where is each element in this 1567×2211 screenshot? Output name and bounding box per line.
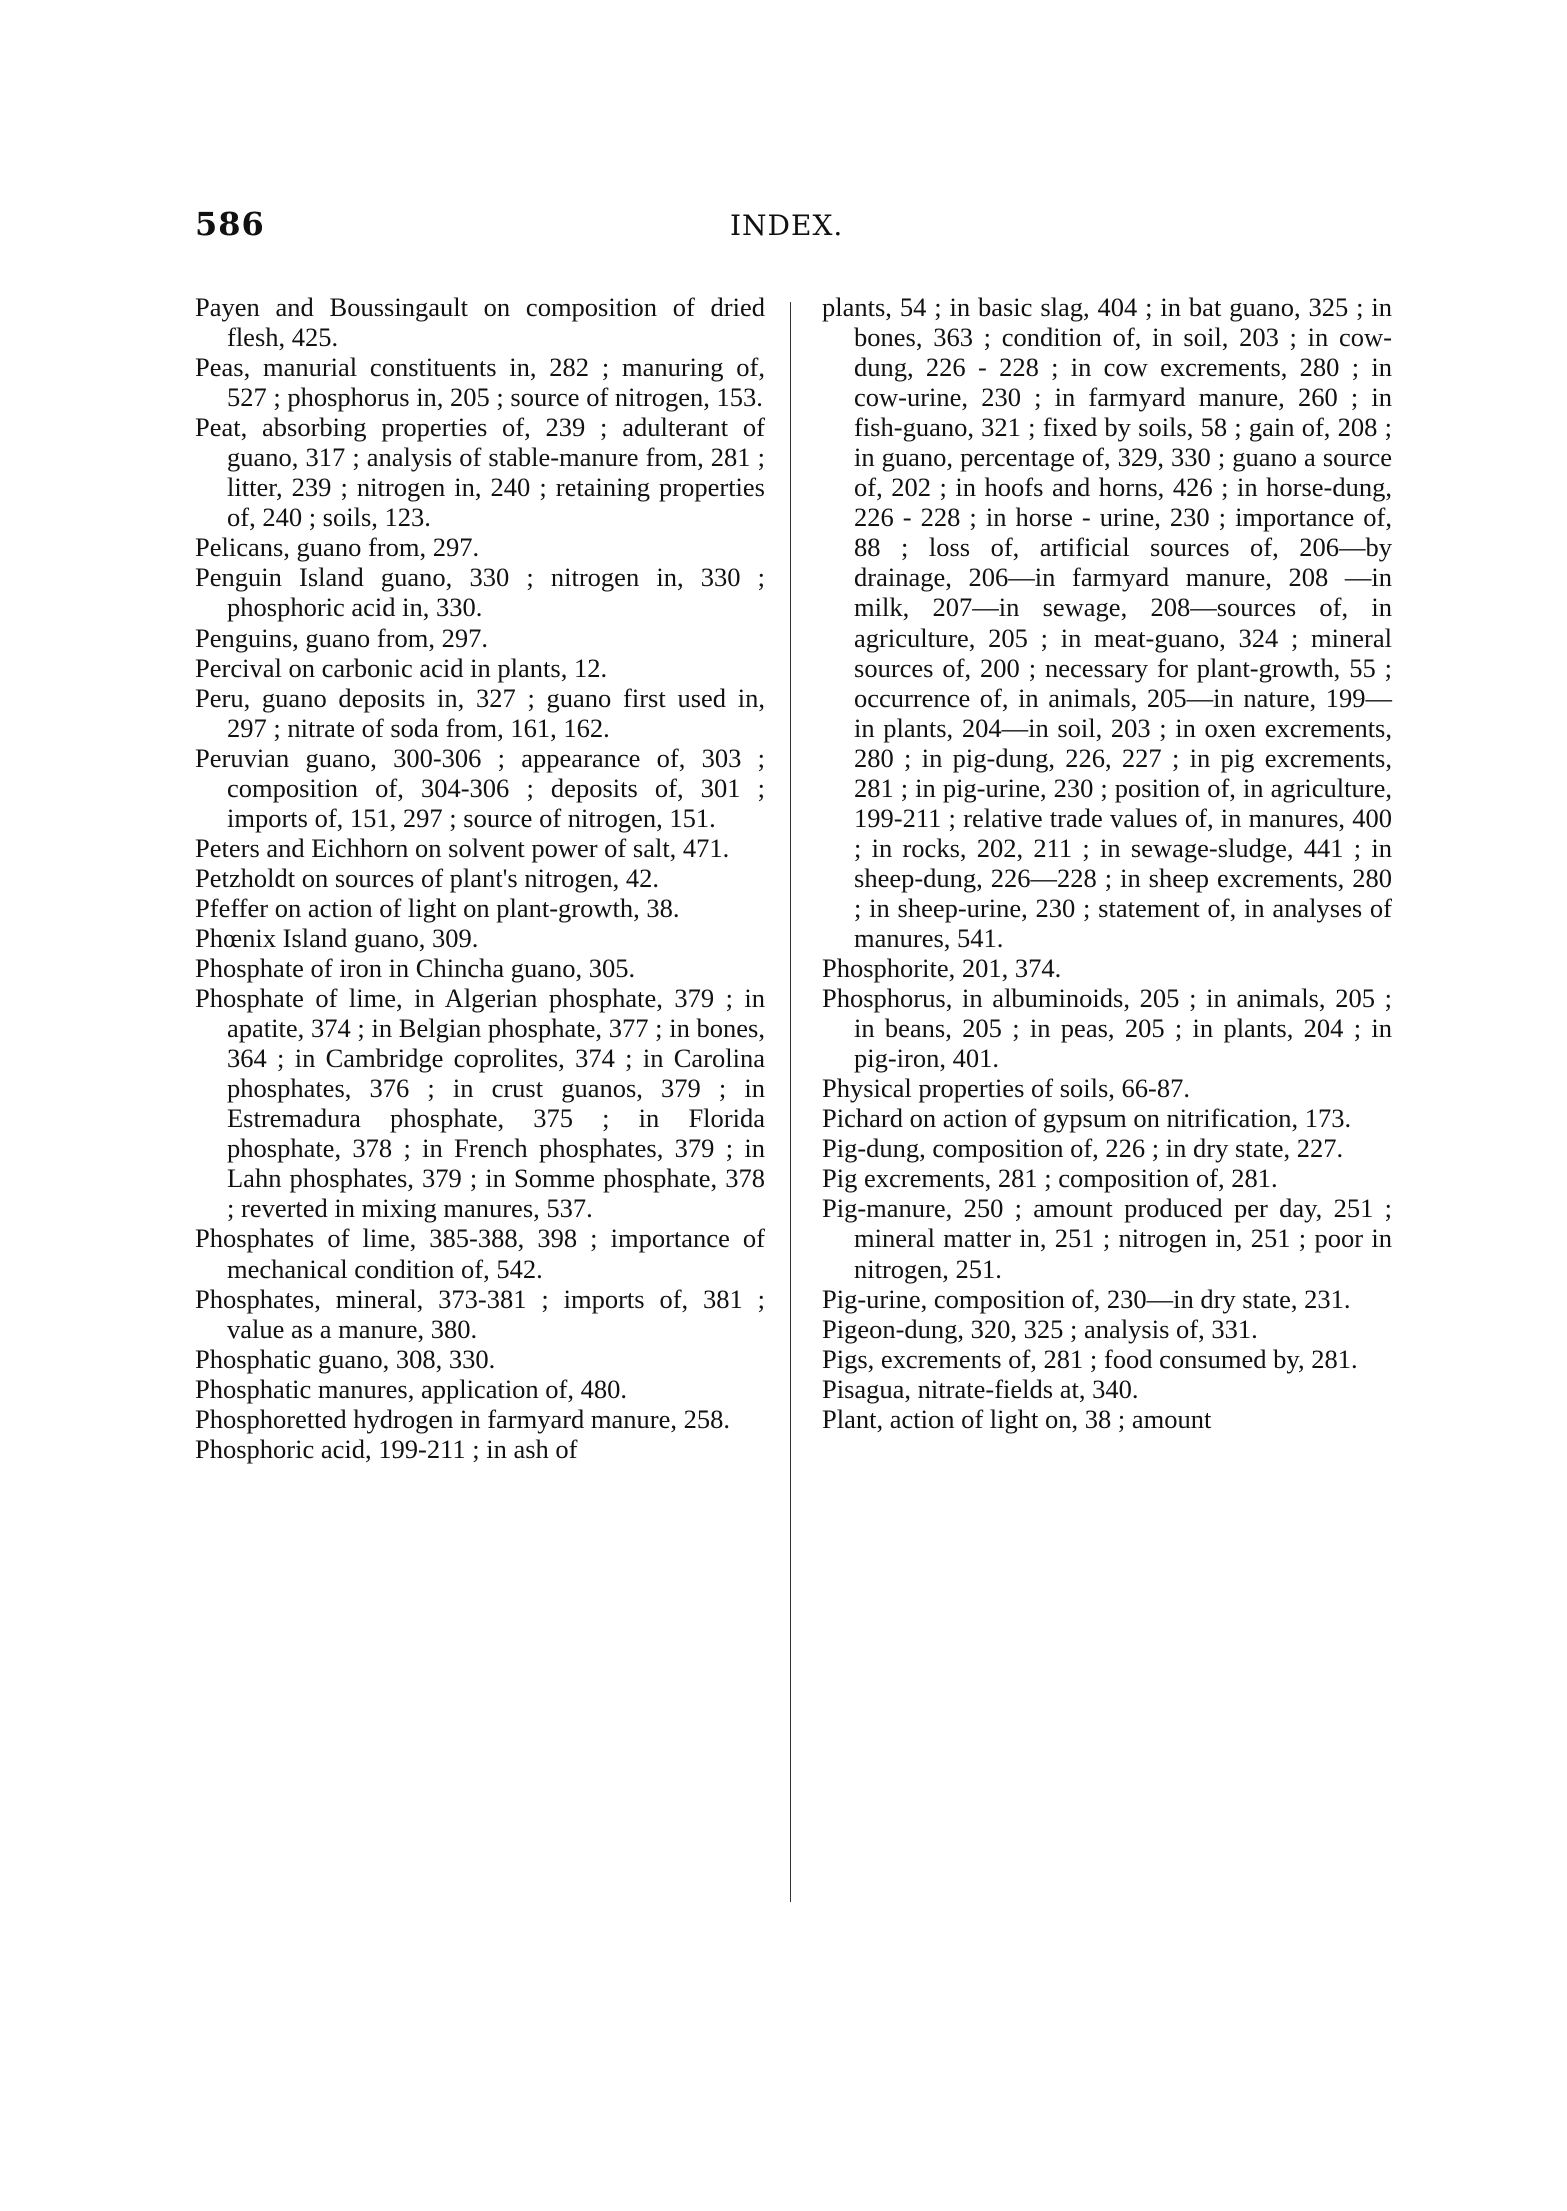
page-header (195, 205, 1387, 255)
index-entry: Pichard on action of gypsum on nitrification, 173. (822, 1103, 1352, 1134)
index-entry: Phosphate of iron in Chincha guano, 305. (195, 953, 636, 984)
index-entry: Phosphorite, 201, 374. (822, 953, 1062, 984)
index-entry: Phosphorus, in albuminoids, 205 ; in animals, 205 ; in beans, 205 ; in peas, 205 ; in plants, 204 ; in pig-iron, 401. (822, 983, 1392, 1074)
index-entry-continued: plants, 54 ; in basic slag, 404 ; in bat guano, 325 ; in bones, 363 ; condition of, in soil, 203 ; in cow-dung, 226 - 228 ; in cow excrements, 280 ; in cow-urine, 230 ; in farmyard manure, 260 ; in fish-guano, 321 ; fixed by soils, 58 ; gain of, 208 ; in guano, percentage of, 329, 330 ; guano a source of, 202 ; in hoofs and horns, 426 ; in horse-dung, 226 - 228 ; in horse - urine, 230 ; importance of, 88 ; loss of, artificial sources of, 206—by drainage, 206—in farmyard manure, 208 —in milk, 207—in sewage, 208—sources of, in agriculture, 205 ; in meat-guano, 324 ; mineral sources of, 200 ; necessary for plant-growth, 55 ; occurrence of, in animals, 205—in nature, 199—in plants, 204—in soil, 203 ; in oxen excrements, 280 ; in pig-dung, 226, 227 ; in pig excrements, 281 ; in pig-urine, 230 ; position of, in agriculture, 199-211 ; relative trade values of, in manures, 400 ; in rocks, 202, 211 ; in sewage-sludge, 441 ; in sheep-dung, 226—228 ; in sheep excrements, 280 ; in sheep-urine, 230 ; statement of, in analyses of manures, 541. (822, 292, 1392, 953)
index-entry: Pfeffer on action of light on plant-growth, 38. (195, 892, 680, 923)
index-entry: Peruvian guano, 300-306 ; appearance of, 303 ; composition of, 304-306 ; deposits of, 301 ; imports of, 151, 297 ; source of nitrogen, 151. (195, 742, 765, 833)
index-column-left (195, 292, 765, 1464)
index-entry: Pisagua, nitrate-fields at, 340. (822, 1373, 1139, 1404)
index-entry: Plant, action of light on, 38 ; amount (822, 1403, 1212, 1434)
index-entry: Peru, guano deposits in, 327 ; guano first used in, 297 ; nitrate of soda from, 161, 162. (195, 682, 765, 743)
index-entry: Phosphates of lime, 385-388, 398 ; importance of mechanical condition of, 542. (195, 1223, 765, 1284)
index-entry: Penguins, guano from, 297. (195, 622, 488, 653)
index-entry: Percival on carbonic acid in plants, 12. (195, 652, 608, 683)
column-divider (790, 302, 791, 1902)
page-number: 586 (195, 205, 265, 243)
index-entry: Pig-dung, composition of, 226 ; in dry state, 227. (822, 1133, 1344, 1164)
index-entry: Pigeon-dung, 320, 325 ; analysis of, 331. (822, 1313, 1258, 1344)
index-entry: Phœnix Island guano, 309. (195, 922, 479, 953)
index-entry: Peters and Eichhorn on solvent power of salt, 471. (195, 832, 730, 863)
index-entry: Pig-urine, composition of, 230—in dry state, 231. (822, 1283, 1351, 1314)
index-entry: Penguin Island guano, 330 ; nitrogen in, 330 ; phosphoric acid in, 330. (195, 562, 765, 623)
index-entry: Phosphatic manures, application of, 480. (195, 1373, 628, 1404)
index-entry: Peas, manurial constituents in, 282 ; manuring of, 527 ; phosphorus in, 205 ; source of nitrogen, 153. (195, 352, 765, 413)
index-entry: Phosphatic guano, 308, 330. (195, 1343, 496, 1374)
index-entry: Pig-manure, 250 ; amount produced per day, 251 ; mineral matter in, 251 ; nitrogen in, 251 ; poor in nitrogen, 251. (822, 1193, 1392, 1284)
index-entry: Pelicans, guano from, 297. (195, 532, 480, 563)
index-entry: Payen and Boussingault on composition of dried flesh, 425. (195, 292, 765, 353)
index-entry: Phosphoretted hydrogen in farmyard manure, 258. (195, 1403, 731, 1434)
index-entry: Phosphates, mineral, 373-381 ; imports of, 381 ; value as a manure, 380. (195, 1283, 765, 1344)
index-entry: Petzholdt on sources of plant's nitrogen, 42. (195, 862, 660, 893)
index-entry: Pig excrements, 281 ; composition of, 281. (822, 1163, 1278, 1194)
running-head: INDEX. (730, 209, 844, 242)
index-entry: Phosphate of lime, in Algerian phosphate, 379 ; in apatite, 374 ; in Belgian phosphate, 377 ; in bones, 364 ; in Cambridge coprolites, 374 ; in Carolina phosphates, 376 ; in crust guanos, 379 ; in Estremadura phosphate, 375 ; in Florida phosphate, 378 ; in French phosphates, 379 ; in Lahn phosphates, 379 ; in Somme phosphate, 378 ; reverted in mixing manures, 537. (195, 983, 765, 1224)
index-entry: Physical properties of soils, 66-87. (822, 1073, 1191, 1104)
index-column-right (822, 292, 1392, 1434)
index-entry: Peat, absorbing properties of, 239 ; adulterant of guano, 317 ; analysis of stable-manure from, 281 ; litter, 239 ; nitrogen in, 240 ; retaining properties of, 240 ; soils, 123. (195, 412, 765, 533)
index-entry: Phosphoric acid, 199-211 ; in ash of (195, 1433, 578, 1464)
index-entry: Pigs, excrements of, 281 ; food consumed by, 281. (822, 1343, 1358, 1374)
